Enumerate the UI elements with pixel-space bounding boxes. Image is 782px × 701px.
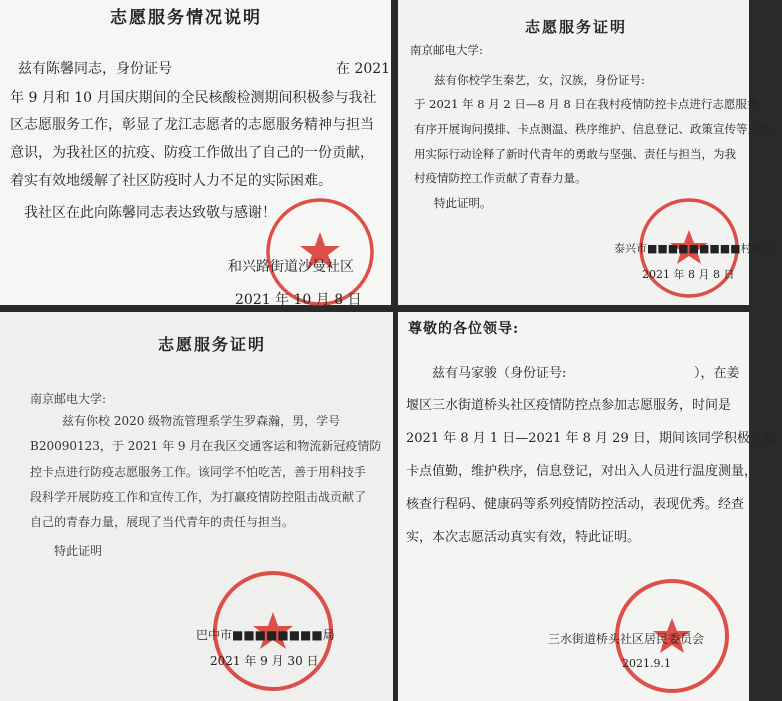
doc4-salutation: 尊敬的各位领导: bbox=[408, 321, 520, 337]
doc4-organization: 三水街道桥头社区居民委员会 bbox=[548, 632, 705, 646]
doc2-line-3: 有序开展询问摸排、卡点测温、秩序维护、信息登记、政策宣传等工作， bbox=[414, 122, 782, 136]
doc3-line-6: 特此证明 bbox=[54, 544, 103, 558]
doc2-line-2: 于 2021 年 8 月 2 日—8 月 8 日在我村疫情防控卡点进行志愿服务， bbox=[414, 97, 770, 111]
doc4-line-5: 核查行程码、健康码等系列疫情防控活动，表现优秀。经查 bbox=[406, 497, 745, 512]
doc4-date: 2021.9.1 bbox=[622, 657, 671, 670]
doc3-title: 志愿服务证明 bbox=[158, 335, 267, 354]
doc3-line-3: 控卡点进行防疫志愿服务工作。该同学不怕吃苦，善于用科技手 bbox=[30, 465, 367, 479]
doc3-organization: 巴中市■■■■■■■■局 bbox=[196, 628, 335, 642]
doc1-line-1-tail: 在 2021 bbox=[336, 61, 391, 77]
document-volunteer-certificate-4 bbox=[398, 312, 776, 701]
document-volunteer-certificate-2 bbox=[398, 0, 782, 305]
doc3-addressee: 南京邮电大学: bbox=[30, 392, 107, 406]
doc1-title: 志愿服务情况说明 bbox=[110, 8, 262, 28]
doc3-line-2: B20090123，于 2021 年 9 月在我区交通客运和物流新冠疫情防 bbox=[30, 439, 382, 453]
doc3-line-5: 自己的青春力量，展现了当代青年的责任与担当。 bbox=[30, 515, 295, 529]
doc1-line-6: 我社区在此向陈馨同志表达致敬与感谢！ bbox=[24, 205, 276, 221]
doc1-line-3: 区志愿服务工作，彰显了龙江志愿者的志愿服务精神与担当 bbox=[10, 117, 374, 133]
doc1-line-4: 意识，为我社区的抗疫、防疫工作做出了自己的一份贡献， bbox=[10, 145, 374, 161]
doc3-date: 2021 年 9 月 30 日 bbox=[210, 654, 319, 668]
doc2-title: 志愿服务证明 bbox=[525, 18, 628, 36]
doc1-line-2: 年 9 月和 10 月国庆期间的全民核酸检测期间积极参与我社 bbox=[10, 90, 377, 106]
doc1-organization: 和兴路街道沙曼社区 bbox=[228, 259, 354, 275]
doc2-line-5: 村疫情防控工作贡献了青春力量。 bbox=[414, 171, 587, 185]
doc1-date: 2021 年 10 月 8 日 bbox=[235, 292, 362, 308]
doc2-date: 2021 年 8 月 8 日 bbox=[642, 268, 735, 281]
doc4-line-3: 2021 年 8 月 1 日—2021 年 8 月 29 日，期间该同学积极开展 bbox=[406, 431, 776, 446]
doc2-line-6: 特此证明。 bbox=[434, 196, 492, 210]
doc4-line-1-tail: ），在姜 bbox=[694, 366, 740, 381]
doc3-line-4: 段科学开展防疫工作和宣传工作，为打赢疫情防控阻击战贡献了 bbox=[30, 490, 367, 504]
doc2-line-4: 用实际行动诠释了新时代青年的勇敢与坚强、责任与担当，为我 bbox=[414, 147, 736, 161]
doc2-organization: 泰兴市■■■■■■■■■村委会 bbox=[614, 242, 774, 255]
doc4-line-2: 堰区三水街道桥头社区疫情防控点参加志愿服务，时间是 bbox=[406, 398, 732, 413]
doc1-line-1: 兹有陈馨同志，身份证号 bbox=[18, 61, 172, 77]
doc1-line-5: 着实有效地缓解了社区防疫时人力不足的实际困难。 bbox=[10, 173, 332, 189]
doc2-line-1: 兹有你校学生秦艺，女，汉族，身份证号: bbox=[434, 73, 645, 87]
doc2-addressee: 南京邮电大学: bbox=[410, 43, 483, 57]
document-volunteer-statement-1 bbox=[0, 0, 391, 308]
document-volunteer-certificate-3 bbox=[0, 312, 393, 701]
doc4-line-6: 实，本次志愿活动真实有效，特此证明。 bbox=[406, 530, 641, 545]
doc3-line-1: 兹有你校 2020 级物流管理系学生罗森瀚，男，学号 bbox=[62, 414, 341, 428]
doc4-line-4: 卡点值勤，维护秩序，信息登记，对出入人员进行温度测量， bbox=[406, 464, 758, 479]
doc4-line-1: 兹有马家骏（身份证号: bbox=[432, 366, 567, 381]
